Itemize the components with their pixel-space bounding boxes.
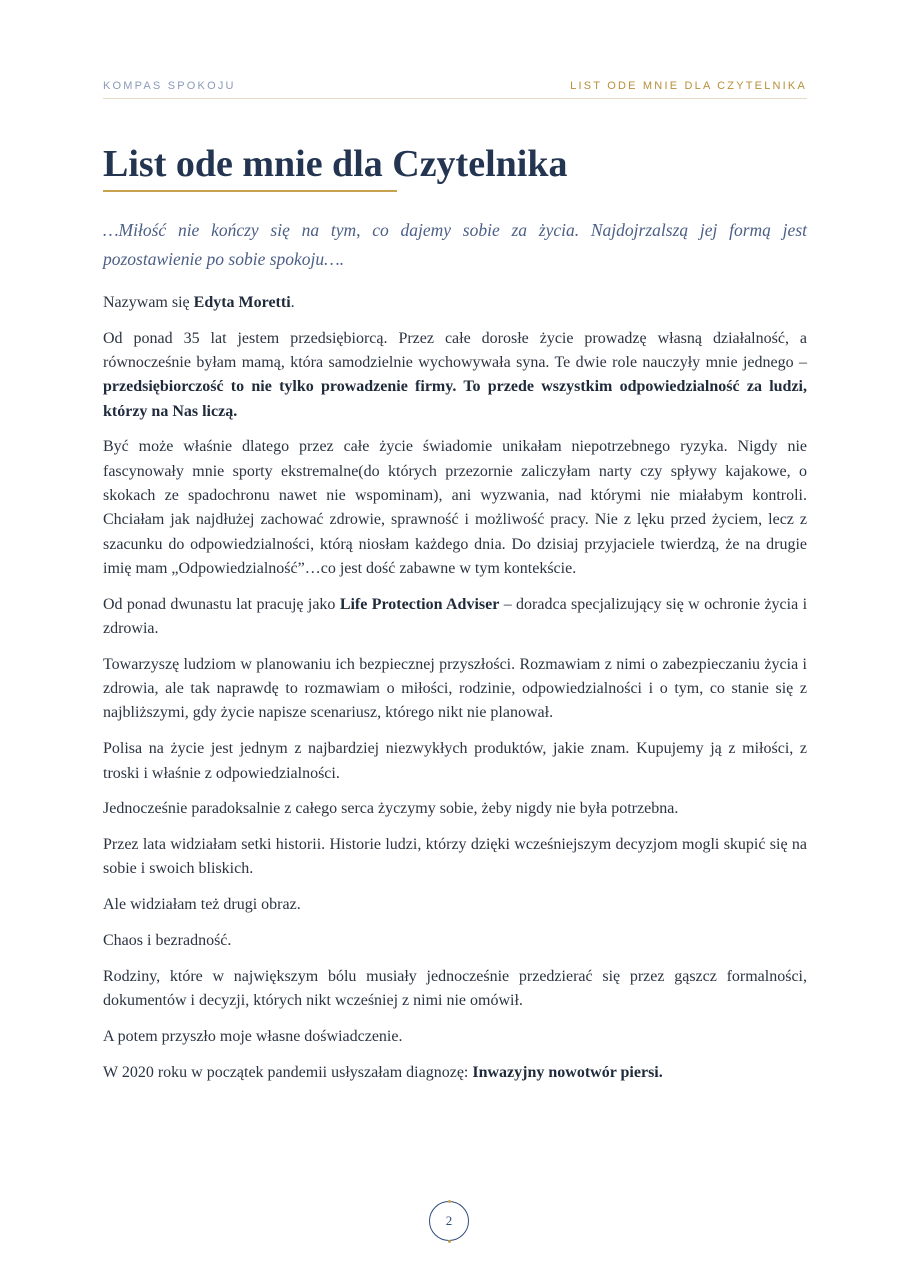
paragraph bbox=[103, 291, 807, 315]
paragraph: Towarzyszę ludziom w planowaniu ich bezpiecznej przyszłości. Rozmawiam z nimi o zabezpieczaniu życia i zdrowia, ale tak naprawdę to rozmawiam o miłości, rodzinie, odpowiedzialności i o tym, co stanie się z najbliższymi, gdy życie napisze scenariusz, którego nikt nie planował. bbox=[103, 655, 807, 722]
paragraph-text: Od ponad 35 lat jestem przedsiębiorcą. Przez całe dorosłe życie prowadzę własną działalność, a równocześnie byłam mamą, która samodzielnie wychowywała syna. Te dwie role nauczyły mnie jednego – bbox=[103, 329, 807, 372]
paragraph bbox=[103, 327, 807, 424]
ornament-dot bbox=[448, 1240, 451, 1243]
paragraph-text: . bbox=[290, 294, 295, 311]
page-title: List ode mnie dla Czytelnika bbox=[103, 143, 568, 185]
paragraph: Polisa na życie jest jednym z najbardziej niezwykłych produktów, jakie znam. Kupujemy ją z miłości, z troski i właśnie z odpowiedzialności. bbox=[103, 740, 807, 782]
paragraph: Ale widziałam też drugi obraz. bbox=[103, 896, 301, 914]
page-number: 2 bbox=[445, 1213, 453, 1228]
paragraph: Jednocześnie paradoksalnie z całego serca życzymy sobie, żeby nigdy nie była potrzebna. bbox=[103, 800, 679, 818]
paragraph-text: Od ponad dwunastu lat pracuję jako bbox=[103, 595, 340, 613]
epigraph: …Miłość nie kończy się na tym, co dajemy sobie za życia. Najdojrzalszą jej formą jest pozostawienie po sobie spokoju…. bbox=[103, 220, 807, 269]
paragraph-text: Nazywam się bbox=[103, 294, 194, 311]
diagnosis-text: Inwazyjny nowotwór piersi. bbox=[472, 1063, 663, 1081]
header-chapter-title: LIST ODE MNIE DLA CZYTELNIKA bbox=[570, 80, 807, 92]
paragraph: A potem przyszło moje własne doświadczenie. bbox=[103, 1027, 403, 1045]
paragraph: Chaos i bezradność. bbox=[103, 932, 232, 950]
job-title: Life Protection Adviser bbox=[339, 595, 500, 613]
page-number-badge bbox=[429, 1201, 469, 1241]
chapter-title-block bbox=[103, 140, 807, 192]
header-book-title: KOMPAS SPOKOJU bbox=[103, 80, 236, 92]
title-underline bbox=[103, 190, 397, 192]
running-header bbox=[103, 80, 807, 99]
paragraph: Przez lata widziałam setki historii. Historie ludzi, którzy dzięki wcześniejszym decyzjom mogli skupić się na sobie i swoich bliskich. bbox=[103, 836, 807, 878]
paragraph-text: W 2020 roku w początek pandemii usłyszałam diagnozę: bbox=[103, 1063, 473, 1081]
paragraph: Rodziny, które w największym bólu musiały jednocześnie przedzierać się przez gąszcz formalności, dokumentów i decyzji, których nikt wcześniej z nimi nie omówił. bbox=[103, 967, 807, 1010]
paragraph-text: – doradca specjalizujący się w ochronie życia i zdrowia. bbox=[103, 595, 808, 638]
author-name: Edyta Moretti bbox=[193, 294, 291, 311]
paragraph bbox=[103, 1061, 807, 1085]
emphasis-text: przedsiębiorczość to nie tylko prowadzenie firmy. To przede wszystkim odpowiedzialność za ludzi, którzy na Nas liczą. bbox=[103, 378, 807, 420]
paragraph: Być może właśnie dlatego przez całe życie świadomie unikałam niepotrzebnego ryzyka. Nigdy nie fascynowały mnie sporty ekstremalne(do których przezornie zaliczyłam narty czy spływy kajakowe, o skokach ze spadochronu nawet nie wspominam), ani wyzwania, nad którymi nie miałabym kontroli. Chciałam jak najdłużej zachować zdrowie, sprawność i możliwość pracy. Nie z lęku przed życiem, lecz z szacunku do odpowiedzialności, którą niosłam każdego dnia. Do dzisiaj przyjaciele twierdzą, że na drugie imię mam „Odpowiedzialność”…co jest dość zabawne w tym kontekście. bbox=[103, 438, 807, 577]
body-text bbox=[103, 291, 807, 1097]
ornament-dot bbox=[448, 1200, 451, 1203]
paragraph bbox=[103, 593, 807, 642]
